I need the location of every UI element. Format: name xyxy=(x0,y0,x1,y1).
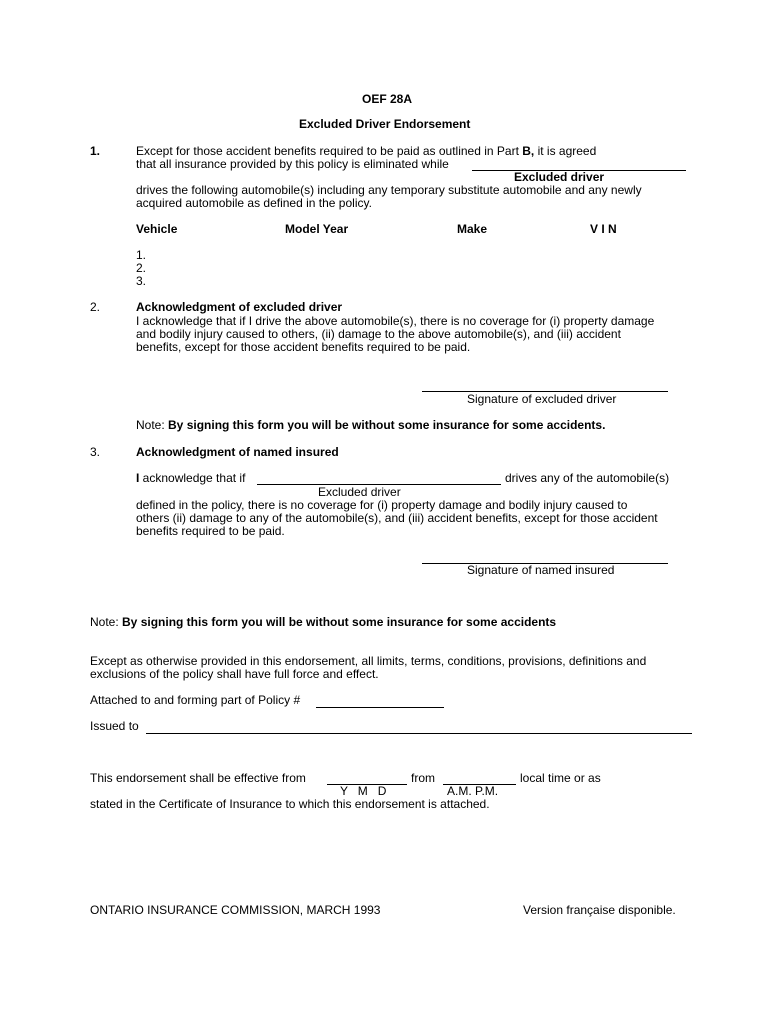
header-vin: V I N xyxy=(590,222,617,236)
date-format-label: Y M D xyxy=(340,784,387,798)
general-line1: Except as otherwise provided in this endorsement, all limits, terms, conditions, provisions, definitions and xyxy=(90,654,647,668)
general-note xyxy=(90,616,556,629)
header-model-year: Model Year xyxy=(285,222,349,236)
time-format-label: A.M. P.M. xyxy=(447,784,499,798)
section1-line2: that all insurance provided by this policy is eliminated while xyxy=(136,157,449,171)
general-line2: exclusions of the policy shall have full force and effect. xyxy=(90,667,379,681)
section3-line1-end: drives any of the automobile(s) xyxy=(505,471,670,485)
header-vehicle: Vehicle xyxy=(136,222,178,236)
excluded-driver-label-1: Excluded driver xyxy=(514,170,605,184)
header-make: Make xyxy=(457,222,488,236)
part-b-label: B, xyxy=(522,144,535,158)
pronoun-i: I xyxy=(136,471,140,485)
vehicle-row-1: 1. xyxy=(136,248,147,262)
section1-line1-text: Except for those accident benefits required to be paid as outlined in Part xyxy=(136,144,523,158)
section2-number: 2. xyxy=(90,300,101,314)
section2-line2: and bodily injury caused to others, (ii) damage to the above automobile(s), and (iii) accident xyxy=(136,327,621,341)
section2-line1: I acknowledge that if I drive the above automobile(s), there is no coverage for (i) property damage xyxy=(136,314,655,328)
effective-from-text: from xyxy=(411,771,435,785)
section2-line3: benefits, except for those accident benefits required to be paid. xyxy=(136,340,471,354)
note2-warning: By signing this form you will be without some insurance for some accidents xyxy=(122,615,557,629)
policy-number-field[interactable] xyxy=(316,707,444,708)
note-warning: By signing this form you will be without some insurance for some accidents. xyxy=(168,418,606,432)
section2-heading: Acknowledgment of excluded driver xyxy=(136,300,343,314)
section1-line1-end: it is agreed xyxy=(534,144,597,158)
excluded-driver-signature-label: Signature of excluded driver xyxy=(467,392,617,406)
section3-line3: others (ii) damage to any of the automobile(s), and (iii) accident benefits, except for those accident xyxy=(136,511,658,525)
section3-line4: benefits required to be paid. xyxy=(136,524,285,538)
section2-note xyxy=(136,419,605,432)
section3-line2: defined in the policy, there is no coverage for (i) property damage and bodily injury caused to xyxy=(136,498,628,512)
section1-line3: drives the following automobile(s) including any temporary substitute automobile and any newly xyxy=(136,183,642,197)
excluded-driver-label-2: Excluded driver xyxy=(318,485,401,499)
section1-line4: acquired automobile as defined in the policy. xyxy=(136,196,372,210)
footer-french-version: Version française disponible. xyxy=(523,903,676,917)
issued-to-label: Issued to xyxy=(90,719,139,733)
policy-number-label: Attached to and forming part of Policy # xyxy=(90,693,301,707)
form-title: Excluded Driver Endorsement xyxy=(299,117,471,131)
named-insured-signature-label: Signature of named insured xyxy=(467,563,615,577)
vehicle-row-3: 3. xyxy=(136,274,147,288)
note2-prefix: Note: xyxy=(90,615,123,629)
acknowledge-text: acknowledge that if xyxy=(139,471,246,485)
effective-text-end: local time or as xyxy=(520,771,601,785)
section3-line1-start xyxy=(136,472,245,485)
form-code: OEF 28A xyxy=(362,92,413,106)
effective-text-start: This endorsement shall be effective from xyxy=(90,771,306,785)
vehicle-row-2: 2. xyxy=(136,261,147,275)
issued-to-field[interactable] xyxy=(146,733,692,734)
effective-line2: stated in the Certificate of Insurance to which this endorsement is attached. xyxy=(90,797,490,811)
section1-number: 1. xyxy=(90,144,101,158)
section3-heading: Acknowledgment of named insured xyxy=(136,445,339,459)
note-prefix: Note: xyxy=(136,418,169,432)
footer-commission: ONTARIO INSURANCE COMMISSION, MARCH 1993 xyxy=(90,903,381,917)
section3-number: 3. xyxy=(90,445,101,459)
